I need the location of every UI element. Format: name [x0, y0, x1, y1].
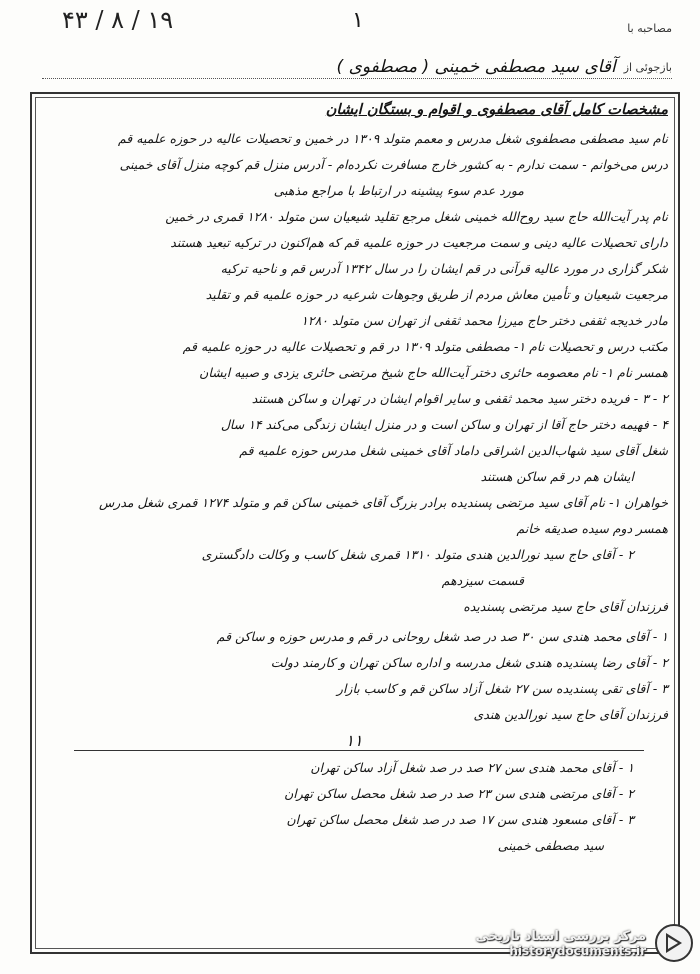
body-line: همسر نام ۱- نام معصومه حائری دختر آیت‌الله حاج شیخ مرتضی حائری یزدی و صبیه ایشان — [199, 365, 668, 380]
body-line: ۳ - آقای تقی پسندیده سن ۲۷ شغل آزاد ساکن قم و کاسب بازار — [336, 681, 668, 696]
body-line: خواهران ۱- نام آقای سید مرتضی پسندیده برادر بزرگ آقای خمینی ساکن قم و متولد ۱۲۷۴ قمری شغل مدرس — [99, 495, 668, 510]
signature: سید مصطفی خمینی — [497, 838, 604, 853]
body-line: فرزندان آقای حاج سید مرتضی پسندیده — [463, 599, 668, 614]
body-line: فرزندان آقای حاج سید نورالدین هندی — [473, 707, 668, 722]
watermark-name: مرکز بررسی اسناد تاریخی — [475, 928, 646, 944]
body-line: مورد عدم سوء پیشینه در ارتباط با مراجع مذهبی — [273, 183, 524, 198]
body-line: ۲ - ۳ - فریده دختر سید محمد ثقفی و سایر اقوام ایشان در تهران و ساکن هستند — [251, 391, 668, 406]
body-line: ۱ - آقای محمد هندی سن ۲۷ صد در صد شغل آزاد ساکن تهران — [310, 760, 634, 775]
section-rule — [74, 750, 644, 751]
watermark-text — [476, 929, 647, 958]
body-line: شغل آقای سید شهاب‌الدین اشراقی داماد آقای خمینی شغل مدرس حوزه علمیه قم — [239, 443, 668, 458]
interview-label: مصاحبه با — [627, 22, 672, 35]
body-line: مکتب درس و تحصیلات نام ۱- مصطفی متولد ۱۳۰۹ در قم و تحصیلات عالیه در حوزه علمیه قم — [182, 339, 668, 354]
body-line: ۲ - آقای رضا پسندیده هندی شغل مدرسه و اداره ساکن تهران و کارمند دولت — [270, 655, 668, 670]
body-line: دارای تحصیلات عالیه دینی و سمت مرجعیت در حوزه علمیه قم که هم‌اکنون در ترکیه تبعید هستند — [170, 235, 668, 250]
document-body — [34, 100, 674, 859]
body-line: ۲ - آقای مرتضی هندی سن ۲۳ صد در صد شغل محصل ساکن تهران — [284, 786, 634, 801]
body-line: نام سید مصطفی مصطفوی شغل مدرس و معمم متولد ۱۳۰۹ در خمین و تحصیلات عالیه در حوزه علمیه قم — [117, 131, 668, 146]
body-line: مرجعیت شیعیان و تأمین معاش مردم از طریق وجوهات شرعیه در حوزه علمیه قم و تقلید — [205, 287, 668, 302]
subject-value: آقای سید مصطفی خمینی ( مصطفوی ) — [336, 57, 616, 77]
body-line: ۲ - آقای حاج سید نورالدین هندی متولد ۱۳۱۰ قمری شغل کاسب و وکالت دادگستری — [201, 547, 634, 562]
margin-note: قسمت سیزدهم — [441, 573, 524, 588]
body-line: درس می‌خوانم - سمت ندارم - به کشور خارج مسافرت نکرده‌ام - آدرس منزل قم کوچه منزل آقای خمینی — [119, 157, 668, 172]
page-number: ۱ — [352, 8, 364, 33]
watermark-logo — [464, 918, 694, 968]
header-dotted-line — [42, 78, 672, 79]
body-line: ایشان هم در قم ساکن هستند — [480, 469, 634, 484]
body-line: نام پدر آیت‌الله حاج سید روح‌الله خمینی شغل مرجع تقلید شیعیان سن متولد ۱۲۸۰ قمری در خمین — [165, 209, 668, 224]
body-line: شکر گزاری در مورد عالیه قرآنی در قم ایشان را در سال ۱۳۴۲ آدرس قم و ناحیه ترکیه — [220, 261, 668, 276]
document-title: مشخصات کامل آقای مصطفوی و اقوام و بستگان ایشان — [325, 102, 668, 118]
watermark-url: historydocuments.ir — [509, 943, 646, 958]
subject-label: بازجوئی از — [623, 60, 672, 74]
body-line: ۴ - فهیمه دختر حاج آقا از تهران و ساکن است و در منزل ایشان زندگی می‌کند ۱۴ سال — [220, 417, 668, 432]
body-line: همسر دوم سیده صدیقه خانم — [516, 521, 668, 536]
body-line: ۱ - آقای محمد هندی سن ۳۰ صد در صد شغل روحانی در قم و مدرس حوزه و ساکن قم — [216, 629, 668, 644]
body-line: ۳ - آقای مسعود هندی سن ۱۷ صد در صد شغل محصل ساکن تهران — [286, 812, 634, 827]
document-date: ۴۳ / ۸ / ۱۹ — [62, 6, 174, 34]
section-mark: ۱۱ — [345, 731, 363, 750]
body-line: مادر خدیجه ثقفی دختر حاج میرزا محمد ثقفی از تهران سن متولد ۱۲۸۰ — [301, 313, 668, 328]
archive-logo-icon — [654, 923, 694, 963]
